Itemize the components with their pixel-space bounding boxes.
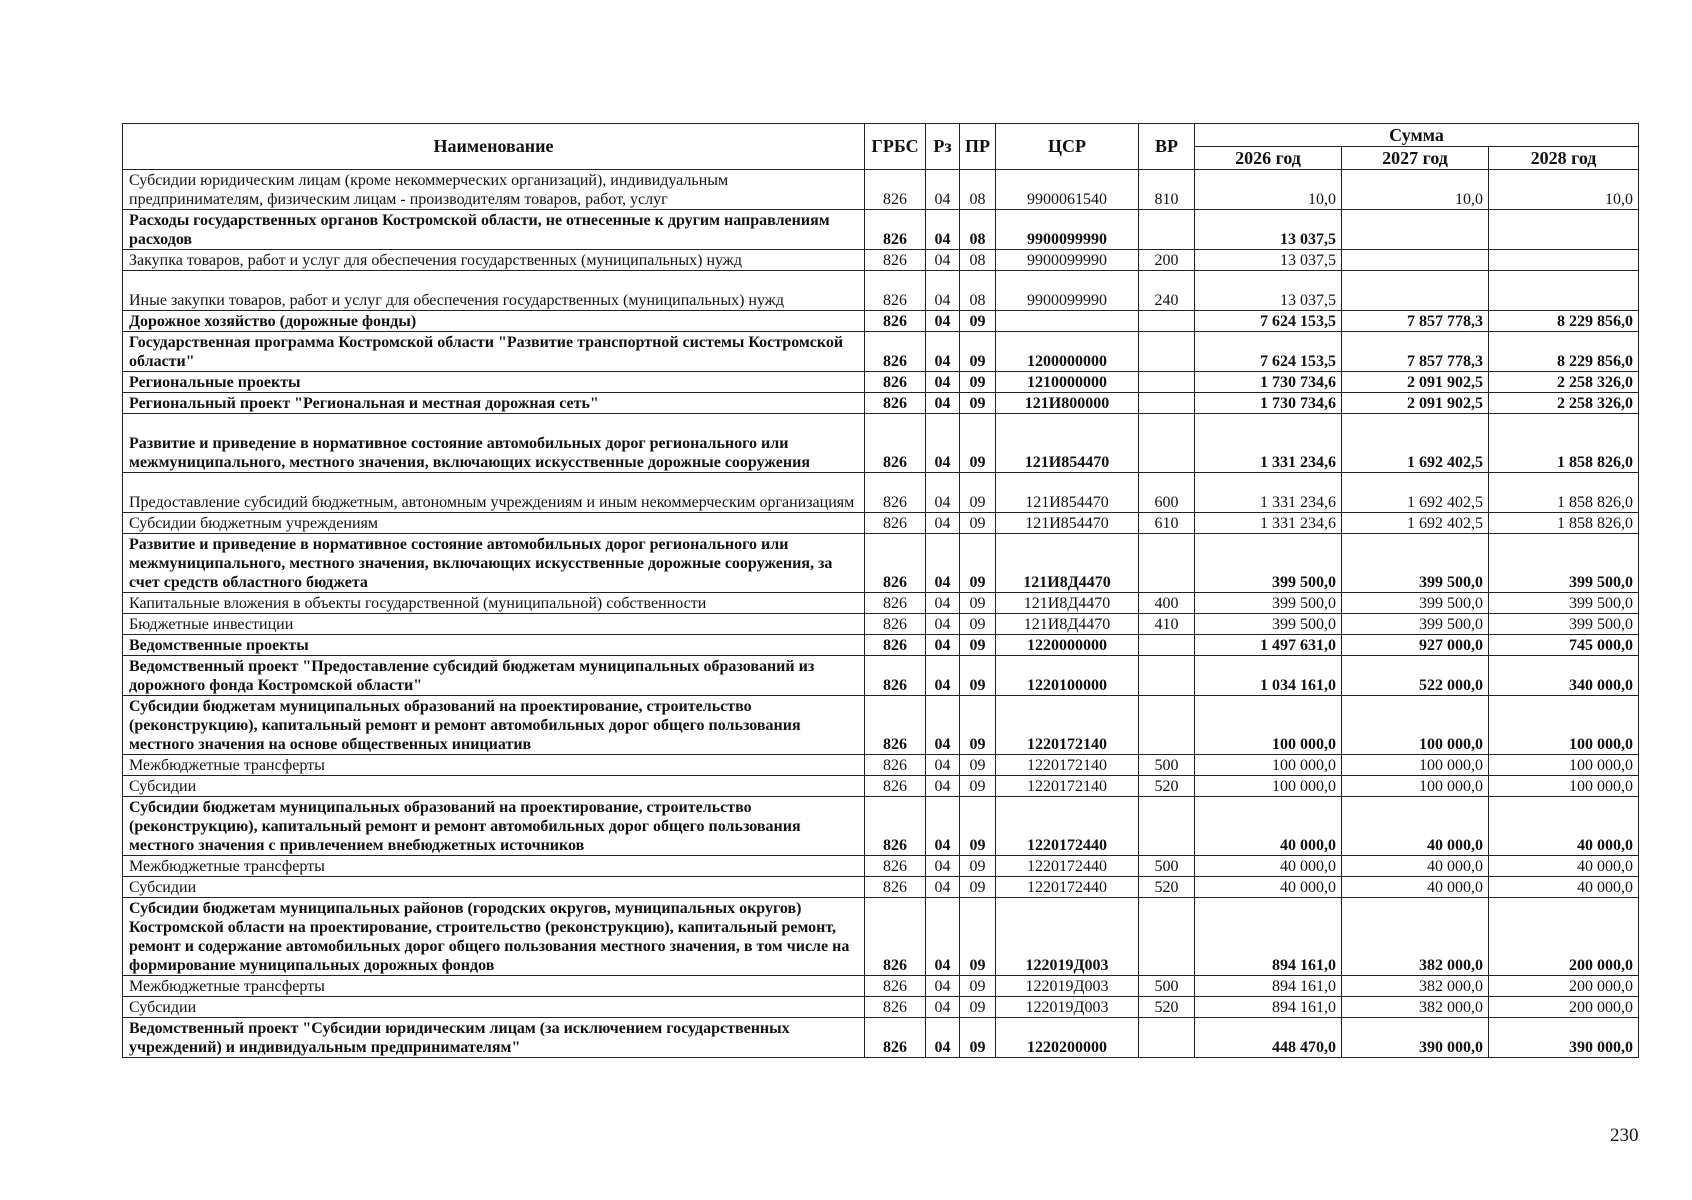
- cell-2026: 40 000,0: [1195, 797, 1342, 856]
- cell-2026: 399 500,0: [1195, 534, 1342, 593]
- cell-2026: 1 730 734,6: [1195, 372, 1342, 393]
- cell-grbs: 826: [865, 635, 926, 656]
- cell-2028: [1489, 250, 1639, 271]
- cell-rz: 04: [926, 898, 960, 976]
- cell-2026: 40 000,0: [1195, 856, 1342, 877]
- cell-2027: 40 000,0: [1342, 797, 1489, 856]
- cell-pr: 09: [960, 332, 996, 372]
- table-row: [123, 473, 1639, 513]
- cell-rz: 04: [926, 593, 960, 614]
- cell-pr: 09: [960, 513, 996, 534]
- cell-pr: 09: [960, 534, 996, 593]
- cell-vr: [1139, 372, 1195, 393]
- cell-2027: [1342, 210, 1489, 250]
- cell-name: Ведомственные проекты: [123, 635, 865, 656]
- cell-2026: 13 037,5: [1195, 271, 1342, 311]
- cell-name: Ведомственный проект "Субсидии юридическим лицам (за исключением государственных учреждений) и индивидуальным предпринимателям": [123, 1018, 865, 1058]
- header-year-2026: 2026 год: [1195, 147, 1342, 170]
- cell-csr: 122019Д003: [996, 898, 1139, 976]
- cell-rz: 04: [926, 393, 960, 414]
- cell-name: Развитие и приведение в нормативное состояние автомобильных дорог регионального или межмуниципального, местного значения, включающих искусственные дорожные сооружения, за счет средств областного бюджета: [123, 534, 865, 593]
- cell-grbs: 826: [865, 250, 926, 271]
- cell-grbs: 826: [865, 473, 926, 513]
- cell-pr: 09: [960, 414, 996, 473]
- cell-csr: 1220172140: [996, 696, 1139, 755]
- cell-2028: 40 000,0: [1489, 797, 1639, 856]
- cell-2028: 1 858 826,0: [1489, 414, 1639, 473]
- cell-2027: 399 500,0: [1342, 614, 1489, 635]
- cell-csr: 121И8Д4470: [996, 534, 1139, 593]
- cell-2027: 100 000,0: [1342, 696, 1489, 755]
- table-row: [123, 311, 1639, 332]
- cell-2028: 40 000,0: [1489, 856, 1639, 877]
- cell-pr: 09: [960, 635, 996, 656]
- cell-2026: 894 161,0: [1195, 997, 1342, 1018]
- cell-csr: 9900099990: [996, 250, 1139, 271]
- cell-name: Бюджетные инвестиции: [123, 614, 865, 635]
- cell-vr: [1139, 898, 1195, 976]
- cell-2028: 100 000,0: [1489, 755, 1639, 776]
- cell-name: Межбюджетные трансферты: [123, 976, 865, 997]
- cell-rz: 04: [926, 170, 960, 210]
- cell-vr: [1139, 635, 1195, 656]
- cell-rz: 04: [926, 513, 960, 534]
- cell-rz: 04: [926, 332, 960, 372]
- cell-2028: 1 858 826,0: [1489, 473, 1639, 513]
- cell-grbs: 826: [865, 877, 926, 898]
- cell-grbs: 826: [865, 776, 926, 797]
- cell-csr: 1220172140: [996, 776, 1139, 797]
- cell-rz: 04: [926, 776, 960, 797]
- table-row: [123, 614, 1639, 635]
- cell-2028: 399 500,0: [1489, 593, 1639, 614]
- cell-2026: 894 161,0: [1195, 976, 1342, 997]
- header-grbs: ГРБС: [865, 124, 926, 170]
- cell-pr: 09: [960, 755, 996, 776]
- table-body: [123, 170, 1639, 1058]
- cell-vr: 410: [1139, 614, 1195, 635]
- budget-table: [122, 123, 1639, 1058]
- cell-rz: 04: [926, 414, 960, 473]
- cell-name: Субсидии: [123, 776, 865, 797]
- cell-vr: [1139, 797, 1195, 856]
- cell-grbs: 826: [865, 372, 926, 393]
- cell-2026: 100 000,0: [1195, 696, 1342, 755]
- cell-grbs: 826: [865, 170, 926, 210]
- cell-2027: 390 000,0: [1342, 1018, 1489, 1058]
- cell-2026: 1 034 161,0: [1195, 656, 1342, 696]
- table-row: [123, 332, 1639, 372]
- cell-name: Развитие и приведение в нормативное состояние автомобильных дорог регионального или межмуниципального, местного значения, включающих искусственные дорожные сооружения: [123, 414, 865, 473]
- table-row: [123, 372, 1639, 393]
- cell-csr: 9900099990: [996, 210, 1139, 250]
- table-row: [123, 776, 1639, 797]
- cell-2026: 7 624 153,5: [1195, 332, 1342, 372]
- cell-2027: 399 500,0: [1342, 534, 1489, 593]
- cell-grbs: 826: [865, 997, 926, 1018]
- cell-grbs: 826: [865, 656, 926, 696]
- table-row: [123, 997, 1639, 1018]
- header-csr: ЦСР: [996, 124, 1139, 170]
- cell-2026: 100 000,0: [1195, 755, 1342, 776]
- cell-rz: 04: [926, 473, 960, 513]
- cell-vr: 810: [1139, 170, 1195, 210]
- cell-2026: 13 037,5: [1195, 250, 1342, 271]
- cell-2026: 1 730 734,6: [1195, 393, 1342, 414]
- table-row: [123, 393, 1639, 414]
- cell-vr: [1139, 393, 1195, 414]
- cell-name: Субсидии бюджетным учреждениям: [123, 513, 865, 534]
- header-vr: ВР: [1139, 124, 1195, 170]
- cell-grbs: 826: [865, 755, 926, 776]
- cell-grbs: 826: [865, 311, 926, 332]
- cell-pr: 09: [960, 311, 996, 332]
- cell-pr: 09: [960, 473, 996, 513]
- cell-grbs: 826: [865, 856, 926, 877]
- cell-2028: 8 229 856,0: [1489, 311, 1639, 332]
- cell-2026: 1 331 234,6: [1195, 414, 1342, 473]
- cell-2028: [1489, 271, 1639, 311]
- cell-vr: 600: [1139, 473, 1195, 513]
- cell-2028: 100 000,0: [1489, 776, 1639, 797]
- header-sum: Сумма: [1195, 124, 1639, 147]
- cell-2026: 894 161,0: [1195, 898, 1342, 976]
- table-row: [123, 898, 1639, 976]
- cell-name: Межбюджетные трансферты: [123, 755, 865, 776]
- cell-vr: [1139, 414, 1195, 473]
- cell-name: Дорожное хозяйство (дорожные фонды): [123, 311, 865, 332]
- table-row: [123, 271, 1639, 311]
- cell-pr: 09: [960, 696, 996, 755]
- cell-pr: 09: [960, 776, 996, 797]
- cell-2028: 745 000,0: [1489, 635, 1639, 656]
- cell-grbs: 826: [865, 1018, 926, 1058]
- cell-csr: 1210000000: [996, 372, 1139, 393]
- cell-vr: [1139, 1018, 1195, 1058]
- cell-name: Субсидии: [123, 877, 865, 898]
- cell-csr: 1220100000: [996, 656, 1139, 696]
- cell-2026: 399 500,0: [1195, 614, 1342, 635]
- cell-2026: 100 000,0: [1195, 776, 1342, 797]
- cell-name: Предоставление субсидий бюджетным, автономным учреждениям и иным некоммерческим организациям: [123, 473, 865, 513]
- table-row: [123, 1018, 1639, 1058]
- header-pr: ПР: [960, 124, 996, 170]
- cell-rz: 04: [926, 755, 960, 776]
- cell-2027: 522 000,0: [1342, 656, 1489, 696]
- cell-2028: 2 258 326,0: [1489, 372, 1639, 393]
- cell-rz: 04: [926, 976, 960, 997]
- cell-grbs: 826: [865, 614, 926, 635]
- cell-rz: 04: [926, 372, 960, 393]
- table-row: [123, 877, 1639, 898]
- cell-pr: 09: [960, 372, 996, 393]
- cell-2027: 10,0: [1342, 170, 1489, 210]
- cell-2026: 10,0: [1195, 170, 1342, 210]
- cell-rz: 04: [926, 1018, 960, 1058]
- cell-vr: 400: [1139, 593, 1195, 614]
- cell-csr: 121И800000: [996, 393, 1139, 414]
- cell-vr: [1139, 696, 1195, 755]
- cell-2028: 340 000,0: [1489, 656, 1639, 696]
- cell-2027: 382 000,0: [1342, 976, 1489, 997]
- cell-name: Межбюджетные трансферты: [123, 856, 865, 877]
- cell-name: Расходы государственных органов Костромской области, не отнесенные к другим направлениям расходов: [123, 210, 865, 250]
- cell-csr: 121И854470: [996, 414, 1139, 473]
- cell-vr: [1139, 656, 1195, 696]
- cell-csr: 121И8Д4470: [996, 614, 1139, 635]
- table-row: [123, 534, 1639, 593]
- cell-grbs: 826: [865, 210, 926, 250]
- table-row: [123, 250, 1639, 271]
- cell-2028: 100 000,0: [1489, 696, 1639, 755]
- cell-vr: [1139, 210, 1195, 250]
- table-row: [123, 976, 1639, 997]
- cell-name: Закупка товаров, работ и услуг для обеспечения государственных (муниципальных) нужд: [123, 250, 865, 271]
- page-number: 230: [1610, 1125, 1639, 1146]
- cell-2026: 1 331 234,6: [1195, 513, 1342, 534]
- cell-vr: 520: [1139, 877, 1195, 898]
- cell-2027: 1 692 402,5: [1342, 473, 1489, 513]
- cell-name: Региональный проект "Региональная и местная дорожная сеть": [123, 393, 865, 414]
- table-row: [123, 593, 1639, 614]
- cell-vr: 500: [1139, 755, 1195, 776]
- cell-rz: 04: [926, 997, 960, 1018]
- cell-grbs: 826: [865, 696, 926, 755]
- cell-csr: 9900061540: [996, 170, 1139, 210]
- cell-2027: [1342, 250, 1489, 271]
- cell-2028: 40 000,0: [1489, 877, 1639, 898]
- cell-vr: [1139, 311, 1195, 332]
- cell-2026: 448 470,0: [1195, 1018, 1342, 1058]
- cell-name: Субсидии бюджетам муниципальных образований на проектирование, строительство (реконструкцию), капитальный ремонт и ремонт автомобильных дорог общего пользования местного значения на основе общественных инициатив: [123, 696, 865, 755]
- cell-2028: 200 000,0: [1489, 976, 1639, 997]
- cell-pr: 09: [960, 393, 996, 414]
- cell-pr: 08: [960, 271, 996, 311]
- cell-rz: 04: [926, 271, 960, 311]
- cell-rz: 04: [926, 856, 960, 877]
- table-row: [123, 210, 1639, 250]
- cell-grbs: 826: [865, 393, 926, 414]
- cell-pr: 09: [960, 877, 996, 898]
- cell-csr: 1220200000: [996, 1018, 1139, 1058]
- cell-grbs: 826: [865, 976, 926, 997]
- cell-csr: 9900099990: [996, 271, 1139, 311]
- cell-rz: 04: [926, 656, 960, 696]
- cell-csr: 121И854470: [996, 473, 1139, 513]
- cell-rz: 04: [926, 311, 960, 332]
- cell-2028: 10,0: [1489, 170, 1639, 210]
- cell-2028: [1489, 210, 1639, 250]
- cell-grbs: 826: [865, 332, 926, 372]
- cell-2028: 390 000,0: [1489, 1018, 1639, 1058]
- header-name: Наименование: [123, 124, 865, 170]
- cell-name: Иные закупки товаров, работ и услуг для обеспечения государственных (муниципальных) нужд: [123, 271, 865, 311]
- cell-grbs: 826: [865, 271, 926, 311]
- cell-2028: 200 000,0: [1489, 898, 1639, 976]
- cell-vr: 500: [1139, 976, 1195, 997]
- cell-pr: 08: [960, 250, 996, 271]
- header-year-2028: 2028 год: [1489, 147, 1639, 170]
- cell-2028: 200 000,0: [1489, 997, 1639, 1018]
- cell-pr: 09: [960, 593, 996, 614]
- cell-name: Субсидии: [123, 997, 865, 1018]
- cell-2027: 382 000,0: [1342, 898, 1489, 976]
- cell-csr: 1200000000: [996, 332, 1139, 372]
- table-row: [123, 696, 1639, 755]
- cell-2027: 100 000,0: [1342, 776, 1489, 797]
- cell-2026: 1 497 631,0: [1195, 635, 1342, 656]
- cell-vr: 240: [1139, 271, 1195, 311]
- cell-2027: 7 857 778,3: [1342, 311, 1489, 332]
- table-row: [123, 170, 1639, 210]
- cell-grbs: 826: [865, 898, 926, 976]
- cell-2026: 13 037,5: [1195, 210, 1342, 250]
- cell-pr: 09: [960, 1018, 996, 1058]
- cell-grbs: 826: [865, 593, 926, 614]
- table-header: [123, 124, 1639, 170]
- cell-rz: 04: [926, 250, 960, 271]
- cell-2026: 1 331 234,6: [1195, 473, 1342, 513]
- cell-csr: 1220000000: [996, 635, 1139, 656]
- table-row: [123, 797, 1639, 856]
- table-row: [123, 414, 1639, 473]
- cell-pr: 09: [960, 614, 996, 635]
- cell-grbs: 826: [865, 414, 926, 473]
- cell-vr: [1139, 332, 1195, 372]
- table-row: [123, 856, 1639, 877]
- cell-2027: 399 500,0: [1342, 593, 1489, 614]
- cell-vr: 520: [1139, 776, 1195, 797]
- table-row: [123, 755, 1639, 776]
- cell-2026: 40 000,0: [1195, 877, 1342, 898]
- cell-name: Субсидии бюджетам муниципальных районов (городских округов, муниципальных округов) Костромской области на проектирование, строительство (реконструкцию), капитальный ремонт, ремонт и содержание автомобильных дорог общего пользования местного значения, в том числе на формирование муниципальных дорожных фондов: [123, 898, 865, 976]
- cell-2026: 399 500,0: [1195, 593, 1342, 614]
- cell-2027: 382 000,0: [1342, 997, 1489, 1018]
- cell-csr: 1220172440: [996, 797, 1139, 856]
- cell-pr: 08: [960, 170, 996, 210]
- cell-2027: 927 000,0: [1342, 635, 1489, 656]
- cell-2027: [1342, 271, 1489, 311]
- cell-vr: 200: [1139, 250, 1195, 271]
- cell-2028: 399 500,0: [1489, 534, 1639, 593]
- cell-2027: 1 692 402,5: [1342, 414, 1489, 473]
- cell-pr: 08: [960, 210, 996, 250]
- cell-pr: 09: [960, 997, 996, 1018]
- cell-grbs: 826: [865, 534, 926, 593]
- cell-rz: 04: [926, 696, 960, 755]
- cell-pr: 09: [960, 797, 996, 856]
- cell-2027: 2 091 902,5: [1342, 372, 1489, 393]
- cell-rz: 04: [926, 635, 960, 656]
- cell-2028: 2 258 326,0: [1489, 393, 1639, 414]
- cell-csr: 1220172440: [996, 877, 1139, 898]
- header-rz: Рз: [926, 124, 960, 170]
- cell-vr: 520: [1139, 997, 1195, 1018]
- cell-2028: 399 500,0: [1489, 614, 1639, 635]
- cell-rz: 04: [926, 614, 960, 635]
- cell-rz: 04: [926, 877, 960, 898]
- cell-vr: 610: [1139, 513, 1195, 534]
- cell-csr: 121И854470: [996, 513, 1139, 534]
- cell-name: Капитальные вложения в объекты государственной (муниципальной) собственности: [123, 593, 865, 614]
- cell-2026: 7 624 153,5: [1195, 311, 1342, 332]
- cell-2027: 1 692 402,5: [1342, 513, 1489, 534]
- cell-vr: 500: [1139, 856, 1195, 877]
- header-year-2027: 2027 год: [1342, 147, 1489, 170]
- cell-pr: 09: [960, 976, 996, 997]
- cell-2027: 40 000,0: [1342, 856, 1489, 877]
- cell-csr: [996, 311, 1139, 332]
- cell-name: Субсидии бюджетам муниципальных образований на проектирование, строительство (реконструкцию), капитальный ремонт и ремонт автомобильных дорог общего пользования местного значения с привлечением внебюджетных источников: [123, 797, 865, 856]
- cell-2027: 100 000,0: [1342, 755, 1489, 776]
- table-row: [123, 513, 1639, 534]
- cell-csr: 122019Д003: [996, 976, 1139, 997]
- cell-grbs: 826: [865, 513, 926, 534]
- cell-name: Субсидии юридическим лицам (кроме некоммерческих организаций), индивидуальным предпринимателям, физическим лицам - производителям товаров, работ, услуг: [123, 170, 865, 210]
- cell-csr: 121И8Д4470: [996, 593, 1139, 614]
- cell-2028: 1 858 826,0: [1489, 513, 1639, 534]
- cell-rz: 04: [926, 797, 960, 856]
- cell-2028: 8 229 856,0: [1489, 332, 1639, 372]
- cell-pr: 09: [960, 856, 996, 877]
- cell-name: Государственная программа Костромской области "Развитие транспортной системы Костромской области": [123, 332, 865, 372]
- cell-csr: 122019Д003: [996, 997, 1139, 1018]
- cell-2027: 7 857 778,3: [1342, 332, 1489, 372]
- cell-2027: 2 091 902,5: [1342, 393, 1489, 414]
- table-row: [123, 635, 1639, 656]
- cell-rz: 04: [926, 534, 960, 593]
- cell-pr: 09: [960, 898, 996, 976]
- cell-csr: 1220172440: [996, 856, 1139, 877]
- cell-name: Ведомственный проект "Предоставление субсидий бюджетам муниципальных образований из дорожного фонда Костромской области": [123, 656, 865, 696]
- cell-vr: [1139, 534, 1195, 593]
- cell-pr: 09: [960, 656, 996, 696]
- table-row: [123, 656, 1639, 696]
- cell-rz: 04: [926, 210, 960, 250]
- cell-grbs: 826: [865, 797, 926, 856]
- cell-csr: 1220172140: [996, 755, 1139, 776]
- cell-name: Региональные проекты: [123, 372, 865, 393]
- cell-2027: 40 000,0: [1342, 877, 1489, 898]
